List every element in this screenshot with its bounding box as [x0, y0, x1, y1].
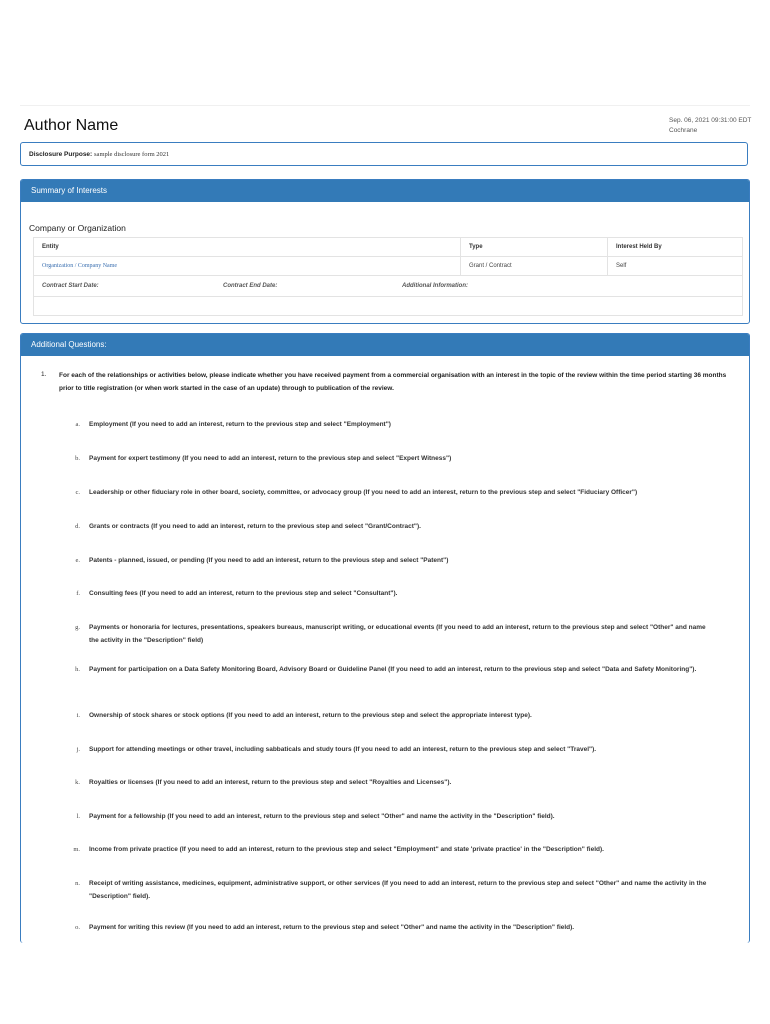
summary-of-interests-panel: [20, 179, 750, 324]
item-letter: a.: [75, 421, 80, 428]
item-letter: e.: [75, 557, 80, 564]
author-name: Author Name: [24, 117, 119, 134]
item-letter: b.: [75, 455, 80, 462]
item-text: Payments or honoraria for lectures, presentations, speakers bureaus, manuscript writing, or educational events (If you need to add an interest, return to the previous step and select "Other" and name the activity in the "Description" field): [89, 624, 706, 644]
interest-type: Grant / Contract: [461, 257, 608, 276]
item-text: Income from private practice (If you need to add an interest, return to the previous step and select "Employment" and state 'private practice' in the "Description" field).: [89, 846, 604, 853]
item-letter: o.: [75, 924, 80, 931]
item-letter: c.: [75, 489, 80, 496]
item-text: Payment for participation on a Data Safety Monitoring Board, Advisory Board or Guideline Panel (If you need to add an interest, return to the previous step and select "Data and Safety Monitoring").: [89, 666, 697, 673]
organization-name: Cochrane: [669, 127, 698, 134]
item-text: Payment for writing this review (If you need to add an interest, return to the previous step and select "Other" and name the activity in the "Description" field).: [89, 924, 575, 931]
item-letter: i.: [76, 712, 80, 719]
entity-link[interactable]: Organization / Company Name: [34, 257, 461, 276]
item-text: Payment for expert testimony (If you need to add an interest, return to the previous step and select "Expert Witness"): [89, 455, 452, 462]
item-letter: n.: [75, 880, 80, 887]
contract-details-row: [34, 276, 743, 297]
item-letter: l.: [76, 813, 80, 820]
interests-table: [33, 237, 743, 316]
table-header-row: [34, 238, 743, 257]
item-text: Support for attending meetings or other travel, including sabbaticals and study tours (If you need to add an interest, return to the previous step and select "Travel").: [89, 746, 597, 753]
column-header-held-by: Interest Held By: [608, 238, 743, 257]
item-text: Receipt of writing assistance, medicines, equipment, administrative support, or other services (If you need to add an interest, return to the previous step and select "Other" and name the activity in the "Description" field).: [89, 880, 707, 900]
table-row: [34, 257, 743, 276]
item-letter: k.: [75, 779, 80, 786]
item-text: Patents - planned, issued, or pending (If you need to add an interest, return to the previous step and select "Patent"): [89, 557, 449, 564]
item-text: Grants or contracts (If you need to add an interest, return to the previous step and select "Grant/Contract").: [89, 523, 421, 530]
item-text: Royalties or licenses (If you need to add an interest, return to the previous step and select "Royalties and Licenses").: [89, 779, 452, 786]
summary-panel-title: Summary of Interests: [21, 180, 749, 202]
item-letter: d.: [75, 523, 80, 530]
column-header-entity: Entity: [34, 238, 461, 257]
question-number: 1.: [41, 371, 47, 378]
item-text: Ownership of stock shares or stock options (If you need to add an interest, return to the previous step and select the appropriate interest type).: [89, 712, 532, 719]
item-text: Leadership or other fiduciary role in other board, society, committee, or advocacy group (If you need to add an interest, return to the previous step and select "Fiduciary Officer"): [89, 489, 638, 496]
contract-start-label: Contract Start Date:: [42, 283, 99, 289]
additional-info-label: Additional Information:: [402, 283, 468, 289]
item-text: Employment (If you need to add an interest, return to the previous step and select "Employment"): [89, 421, 391, 428]
company-section-title: Company or Organization: [29, 223, 126, 233]
header-meta: [669, 116, 751, 136]
disclosure-purpose-value: sample disclosure form 2021: [94, 151, 170, 158]
item-letter: f.: [76, 590, 80, 597]
question-text: For each of the relationships or activities below, please indicate whether you have received payment from a commercial organisation with an interest in the topic of the review within the time period starting 36 months prior to title registration (or when work started in the case of an update) through to publication of the review.: [59, 372, 727, 392]
item-letter: g.: [75, 624, 80, 631]
item-text: Payment for a fellowship (If you need to add an interest, return to the previous step and select "Other" and name the activity in the "Description" field).: [89, 813, 555, 820]
table-spacer-row: [34, 297, 743, 316]
column-header-type: Type: [461, 238, 608, 257]
additional-questions-panel: [20, 333, 750, 943]
timestamp: Sep. 06, 2021 09:31:00 EDT: [669, 117, 752, 124]
item-letter: h.: [75, 666, 80, 673]
additional-panel-title: Additional Questions:: [21, 334, 749, 356]
disclosure-purpose-box: [20, 142, 748, 166]
interest-held-by: Self: [608, 257, 743, 276]
item-letter: j.: [76, 746, 80, 753]
contract-end-label: Contract End Date:: [223, 283, 278, 289]
top-divider: [20, 105, 750, 106]
disclosure-purpose-label: Disclosure Purpose:: [29, 151, 93, 158]
item-letter: m.: [73, 846, 80, 853]
item-text: Consulting fees (If you need to add an interest, return to the previous step and select "Consultant").: [89, 590, 398, 597]
